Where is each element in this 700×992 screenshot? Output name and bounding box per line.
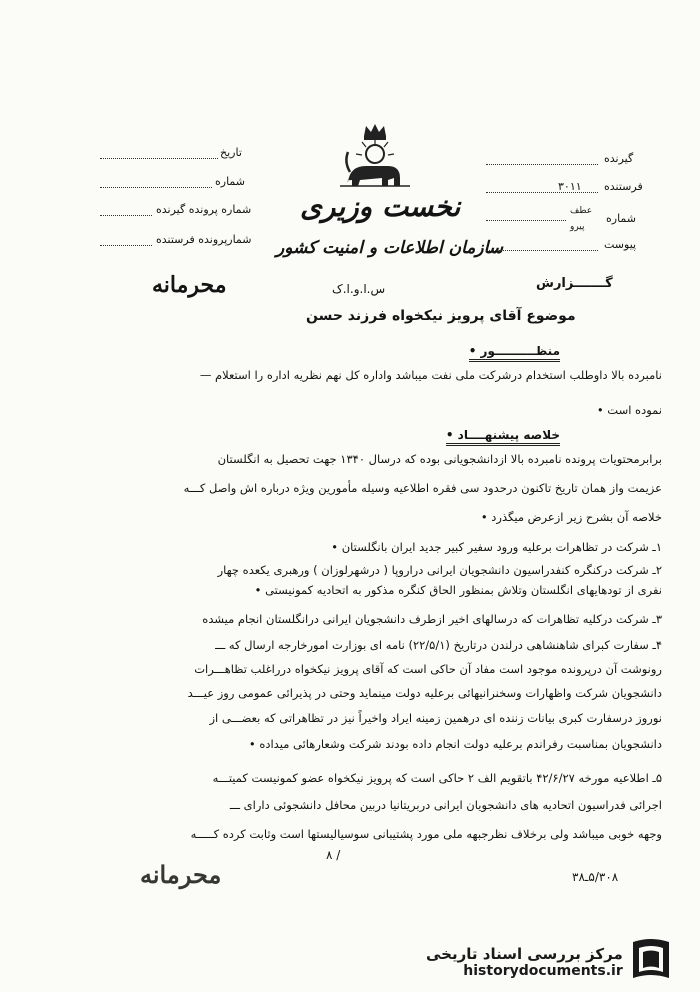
organization-subtitle: سازمان اطلاعات و امنیت کشور: [276, 238, 504, 258]
page-mark: ۸ /: [326, 848, 341, 862]
intent-heading: [469, 344, 560, 358]
confidential-stamp: محرمانه: [140, 860, 222, 889]
sender-label: فرستنده: [604, 180, 643, 193]
body-line-3: خلاصه آن بشرح زیر ازعرض میگذرد •: [480, 510, 662, 524]
body-line-14: اجرائی فدراسیون اتحادیه های دانشجویان ایرانی دربریتانیا دربین محافل دانشجوئی دارای ـــ: [229, 798, 662, 812]
body-line-7: ۳ـ شرکت درکلیه تظاهرات که درسالهای اخیر ازطرف دانشجویان ایرانی درانگلستان انجام میشده: [202, 612, 662, 626]
ref-number-label: شماره: [606, 212, 637, 225]
subject-line: موضوع آقای پرویز نیکخواه فرزند حسن: [306, 308, 576, 324]
summary-heading: [446, 428, 560, 442]
archive-book-icon: [629, 936, 673, 988]
body-line-6: نفری از تودهایهای انگلستان وتلاش بمنظور الحاق کنگره مذکور به اتحادیه کمونیستی •: [254, 583, 662, 597]
receiver-label: گیرنده: [604, 152, 634, 165]
intent-heading-text: منظــــــــــور •: [469, 344, 560, 362]
atf-label: عطف: [570, 206, 593, 216]
attachment-label: پیوست: [604, 238, 637, 251]
reference-number: ۵/۳۰۸ـ۳۸: [572, 870, 619, 884]
receiver-file-label: شماره پرونده گیرنده: [156, 203, 252, 216]
organization-title: نخست وزیری: [300, 190, 461, 223]
sender-file-label: شمارپرونده فرستنده: [156, 233, 252, 246]
body-line-11: نوروز درسفارت کبری بیانات زننده ای درهمین زمینه ایراد واخیراً نیز در تظاهراتی که بعضـــی از: [209, 711, 662, 725]
body-line-8: ۴ـ سفارت کبرای شاهنشاهی درلندن درتاریخ (۲۲/۵/۱) نامه ای بوزارت امورخارجه ارسال که ـــ: [215, 638, 662, 652]
organization-code: س.ا.و.ا.ک: [332, 282, 386, 296]
intent-line-1: نامبرده بالا داوطلب استخدام درشرکت ملی نفت میباشد واداره کل نهم نظریه اداره را استعلام —: [199, 368, 662, 382]
number-field-line: [100, 187, 212, 188]
ref-number-field-line: [486, 220, 566, 221]
date-field-line: [100, 158, 218, 159]
number-label: شماره: [215, 175, 246, 188]
footer-text: [426, 945, 623, 979]
intent-line-2: نموده است •: [596, 403, 662, 417]
body-line-5: ۲ـ شرکت درکنگره کنفدراسیون دانشجویان ایرانی دراروپا ( درشهرلوزان ) ورهبری یکعده چهار: [217, 563, 662, 577]
footer-org: مرکز بررسی اسناد تاریخی: [426, 945, 623, 963]
sender-file-field-line: [100, 245, 152, 246]
body-line-4: ۱ـ شرکت در تظاهرات برعلیه ورود سفیر کبیر جدید ایران بانگلستان •: [331, 540, 662, 554]
receiver-field-line: [486, 164, 598, 165]
date-label: تاریخ: [220, 146, 242, 159]
body-line-9: رونوشت آن درپرونده موجود است مفاد آن حاکی است که آقای پرویز نیکخواه درراغلب تظاهـــرات: [194, 662, 662, 676]
footer-site: historydocuments.ir: [463, 963, 623, 979]
body-line-10: دانشجویان شرکت واظهارات وسخنرانیهائی برعلیه دولت مینماید وحتی در پذیرائی عمومی روز عیـــد: [187, 686, 662, 700]
footer-logo: [426, 936, 673, 988]
lion-and-sun-emblem-icon: [336, 122, 414, 194]
body-line-2: عزیمت واز همان تاریخ تاکنون درحدود سی فقره اطلاعیه وسیله مأمورین ویژه درباره اش واصل کـــه: [183, 481, 662, 495]
attachment-field-line: [486, 250, 598, 251]
sender-value: ۳۰۱۱: [558, 180, 582, 193]
body-line-13: ۵ـ اطلاعیه مورخه ۴۲/۶/۲۷ باتقویم الف ۲ حاکی است که پرویز نیکخواه عضو کمونیست کمیتـــه: [212, 771, 662, 785]
peyro-label: پیرو: [570, 222, 585, 232]
receiver-file-field-line: [100, 215, 152, 216]
body-line-15: وجهه خوبی میباشد ولی برخلاف نظرجبهه ملی مورد پشتیبانی سوسیالیستها است وثابت کرده کـــــه: [190, 827, 662, 841]
confidential-heading: محرمانه: [152, 272, 227, 298]
report-label: گـــــــزارش: [536, 276, 613, 291]
summary-heading-text: خلاصه پیشنهــــاد •: [446, 428, 560, 446]
body-line-1: برابرمحتویات پرونده نامبرده بالا ازدانشجویانی بوده که درسال ۱۳۴۰ جهت تحصیل به انگلستان: [217, 452, 662, 466]
body-line-12: دانشجویان بمناسبت رفراندم برعلیه دولت انجام داده بودند شرکت وشعارهائی میداده •: [248, 737, 662, 751]
